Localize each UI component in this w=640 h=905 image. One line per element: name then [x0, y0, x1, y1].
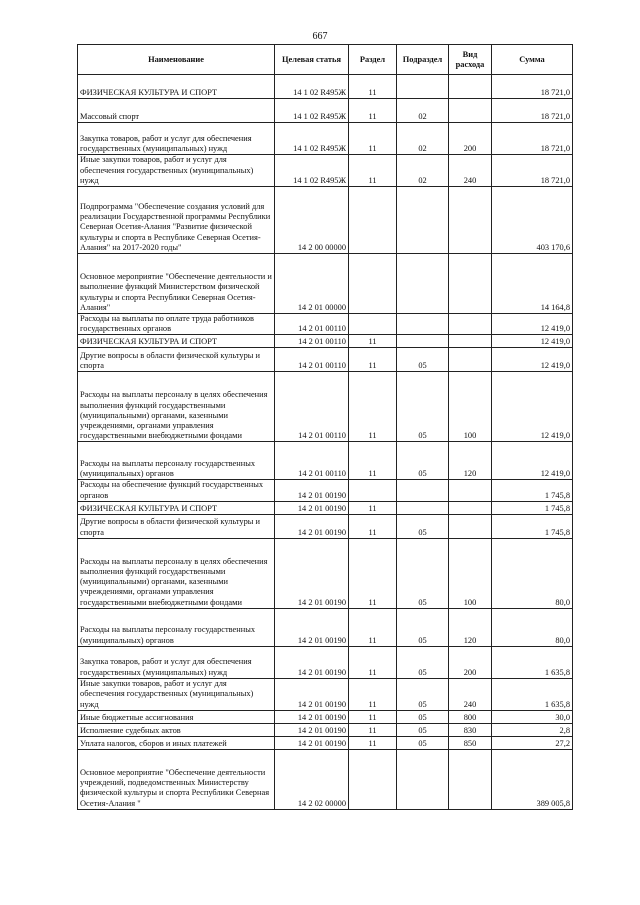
row-razdel: 11: [349, 442, 397, 480]
row-vid: [449, 187, 492, 254]
table-row: [78, 372, 573, 442]
row-vid: [449, 514, 492, 538]
table-row: [78, 646, 573, 678]
row-vid: 200: [449, 646, 492, 678]
row-vid: [449, 314, 492, 335]
table-row: [78, 678, 573, 710]
table-row: [78, 736, 573, 749]
row-name: Уплата налогов, сборов и иных платежей: [78, 736, 275, 749]
row-name: Расходы на выплаты по оплате труда работников государственных органов: [78, 314, 275, 335]
row-podrazdel: [397, 749, 449, 809]
table-row: [78, 480, 573, 501]
row-razdel: 11: [349, 723, 397, 736]
row-name: Основное мероприятие "Обеспечение деятельности учреждений, подведомственных Министерству физической культуры и спорта Республики Северная Осетия-Алания ": [78, 749, 275, 809]
row-name: Закупка товаров, работ и услуг для обеспечения государственных (муниципальных) нужд: [78, 646, 275, 678]
table-row: [78, 99, 573, 123]
row-summa: 1 635,8: [492, 678, 573, 710]
row-name: Исполнение судебных актов: [78, 723, 275, 736]
row-name: Расходы на обеспечение функций государственных органов: [78, 480, 275, 501]
row-razdel: [349, 187, 397, 254]
row-vid: [449, 348, 492, 372]
row-name: Другие вопросы в области физической культуры и спорта: [78, 348, 275, 372]
row-vid: [449, 335, 492, 348]
row-name: Иные закупки товаров, работ и услуг для обеспечения государственных (муниципальных) нужд: [78, 678, 275, 710]
row-code: 14 2 02 00000: [275, 749, 349, 809]
table-header: [78, 45, 573, 75]
row-code: 14 2 00 00000: [275, 187, 349, 254]
row-summa: 1 745,8: [492, 480, 573, 501]
row-podrazdel: [397, 501, 449, 514]
row-podrazdel: 05: [397, 514, 449, 538]
row-podrazdel: 05: [397, 736, 449, 749]
row-summa: 2,8: [492, 723, 573, 736]
row-podrazdel: 05: [397, 442, 449, 480]
table-row: [78, 155, 573, 187]
row-name: Подпрограмма "Обеспечение создания условий для реализации Государственной программы Республики Северная Осетия-Алания "Развитие физической культуры и спорта в Республике Северная Осетия-Алания" на 2017-2020 годы": [78, 187, 275, 254]
row-razdel: 11: [349, 123, 397, 155]
row-podrazdel: 05: [397, 348, 449, 372]
row-podrazdel: [397, 335, 449, 348]
row-vid: [449, 75, 492, 99]
row-razdel: 11: [349, 646, 397, 678]
row-razdel: [349, 314, 397, 335]
row-podrazdel: 05: [397, 723, 449, 736]
row-vid: 100: [449, 538, 492, 608]
table-body: [78, 75, 573, 810]
row-summa: 12 419,0: [492, 348, 573, 372]
table-row: [78, 608, 573, 646]
row-name: ФИЗИЧЕСКАЯ КУЛЬТУРА И СПОРТ: [78, 335, 275, 348]
header-podrazdel: Подраздел: [397, 45, 449, 75]
row-razdel: 11: [349, 710, 397, 723]
row-summa: 30,0: [492, 710, 573, 723]
row-code: 14 1 02 R495Ж: [275, 75, 349, 99]
row-summa: 12 419,0: [492, 314, 573, 335]
row-name: ФИЗИЧЕСКАЯ КУЛЬТУРА И СПОРТ: [78, 75, 275, 99]
row-code: 14 2 01 00110: [275, 348, 349, 372]
row-summa: 389 005,8: [492, 749, 573, 809]
row-summa: 80,0: [492, 608, 573, 646]
row-vid: 240: [449, 678, 492, 710]
row-razdel: 11: [349, 736, 397, 749]
row-summa: 12 419,0: [492, 442, 573, 480]
row-podrazdel: 05: [397, 608, 449, 646]
table-row: [78, 348, 573, 372]
row-code: 14 2 01 00190: [275, 514, 349, 538]
row-razdel: 11: [349, 335, 397, 348]
row-razdel: 11: [349, 155, 397, 187]
row-vid: 850: [449, 736, 492, 749]
row-code: 14 1 02 R495Ж: [275, 99, 349, 123]
table-row: [78, 749, 573, 809]
row-vid: 240: [449, 155, 492, 187]
row-summa: 12 419,0: [492, 335, 573, 348]
row-podrazdel: [397, 75, 449, 99]
row-summa: 403 170,6: [492, 187, 573, 254]
row-vid: 800: [449, 710, 492, 723]
header-row: [78, 45, 573, 75]
row-podrazdel: 02: [397, 123, 449, 155]
row-podrazdel: 05: [397, 678, 449, 710]
row-vid: 100: [449, 372, 492, 442]
row-vid: [449, 99, 492, 123]
row-code: 14 2 01 00000: [275, 254, 349, 314]
table-row: [78, 314, 573, 335]
row-vid: [449, 254, 492, 314]
table-row: [78, 442, 573, 480]
table-row: [78, 123, 573, 155]
row-podrazdel: [397, 480, 449, 501]
row-podrazdel: 02: [397, 155, 449, 187]
row-razdel: 11: [349, 501, 397, 514]
row-name: Закупка товаров, работ и услуг для обеспечения государственных (муниципальных) нужд: [78, 123, 275, 155]
row-podrazdel: 05: [397, 372, 449, 442]
row-summa: 1 635,8: [492, 646, 573, 678]
table-row: [78, 501, 573, 514]
row-vid: 200: [449, 123, 492, 155]
table-row: [78, 335, 573, 348]
row-razdel: 11: [349, 514, 397, 538]
table-row: [78, 538, 573, 608]
row-code: 14 1 02 R495Ж: [275, 155, 349, 187]
row-name: ФИЗИЧЕСКАЯ КУЛЬТУРА И СПОРТ: [78, 501, 275, 514]
row-name: Основное мероприятие "Обеспечение деятельности и выполнение функций Министерством физической культуры и спорта Республики Северная Осетия-Алания": [78, 254, 275, 314]
table-row: [78, 75, 573, 99]
budget-table: [77, 44, 573, 810]
header-name: Наименование: [78, 45, 275, 75]
row-razdel: 11: [349, 678, 397, 710]
row-razdel: [349, 480, 397, 501]
row-vid: [449, 501, 492, 514]
row-vid: 120: [449, 608, 492, 646]
row-vid: [449, 480, 492, 501]
row-name: Другие вопросы в области физической культуры и спорта: [78, 514, 275, 538]
row-code: 14 2 01 00190: [275, 480, 349, 501]
table-row: [78, 710, 573, 723]
header-vid: Вид расхода: [449, 45, 492, 75]
row-vid: [449, 749, 492, 809]
header-code: Целевая статья: [275, 45, 349, 75]
row-razdel: 11: [349, 348, 397, 372]
row-summa: 18 721,0: [492, 155, 573, 187]
row-summa: 1 745,8: [492, 514, 573, 538]
row-razdel: 11: [349, 608, 397, 646]
row-podrazdel: 05: [397, 710, 449, 723]
table-row: [78, 254, 573, 314]
row-summa: 18 721,0: [492, 75, 573, 99]
table-row: [78, 514, 573, 538]
page-number: 667: [312, 31, 328, 42]
row-code: 14 2 01 00190: [275, 646, 349, 678]
row-podrazdel: [397, 187, 449, 254]
row-code: 14 2 01 00110: [275, 335, 349, 348]
row-podrazdel: [397, 314, 449, 335]
row-name: Иные бюджетные ассигнования: [78, 710, 275, 723]
header-summa: Сумма: [492, 45, 573, 75]
row-name: Массовый спорт: [78, 99, 275, 123]
row-code: 14 2 01 00190: [275, 736, 349, 749]
row-razdel: [349, 254, 397, 314]
row-name: Расходы на выплаты персоналу в целях обеспечения выполнения функций государственными (муниципальными) органами, казенными учреждениями, органами управления государственными внебюджетными фондами: [78, 538, 275, 608]
row-code: 14 2 01 00110: [275, 442, 349, 480]
table-row: [78, 187, 573, 254]
row-code: 14 2 01 00190: [275, 723, 349, 736]
row-podrazdel: 05: [397, 646, 449, 678]
row-code: 14 2 01 00190: [275, 710, 349, 723]
row-summa: 14 164,8: [492, 254, 573, 314]
row-razdel: 11: [349, 99, 397, 123]
row-summa: 80,0: [492, 538, 573, 608]
row-code: 14 2 01 00190: [275, 678, 349, 710]
row-summa: 18 721,0: [492, 99, 573, 123]
row-code: 14 2 01 00190: [275, 501, 349, 514]
row-summa: 12 419,0: [492, 372, 573, 442]
header-razdel: Раздел: [349, 45, 397, 75]
row-razdel: 11: [349, 372, 397, 442]
row-summa: 27,2: [492, 736, 573, 749]
row-code: 14 2 01 00190: [275, 608, 349, 646]
row-code: 14 2 01 00110: [275, 314, 349, 335]
row-razdel: [349, 749, 397, 809]
row-summa: 1 745,8: [492, 501, 573, 514]
row-vid: 120: [449, 442, 492, 480]
row-podrazdel: 02: [397, 99, 449, 123]
row-razdel: 11: [349, 538, 397, 608]
row-summa: 18 721,0: [492, 123, 573, 155]
row-code: 14 2 01 00110: [275, 372, 349, 442]
row-code: 14 1 02 R495Ж: [275, 123, 349, 155]
table-row: [78, 723, 573, 736]
row-name: Иные закупки товаров, работ и услуг для обеспечения государственных (муниципальных) нужд: [78, 155, 275, 187]
row-name: Расходы на выплаты персоналу государственных (муниципальных) органов: [78, 442, 275, 480]
row-code: 14 2 01 00190: [275, 538, 349, 608]
row-name: Расходы на выплаты персоналу в целях обеспечения выполнения функций государственными (муниципальными) органами, казенными учреждениями, органами управления государственными внебюджетными фондами: [78, 372, 275, 442]
row-name: Расходы на выплаты персоналу государственных (муниципальных) органов: [78, 608, 275, 646]
row-razdel: 11: [349, 75, 397, 99]
row-podrazdel: [397, 254, 449, 314]
row-vid: 830: [449, 723, 492, 736]
row-podrazdel: 05: [397, 538, 449, 608]
